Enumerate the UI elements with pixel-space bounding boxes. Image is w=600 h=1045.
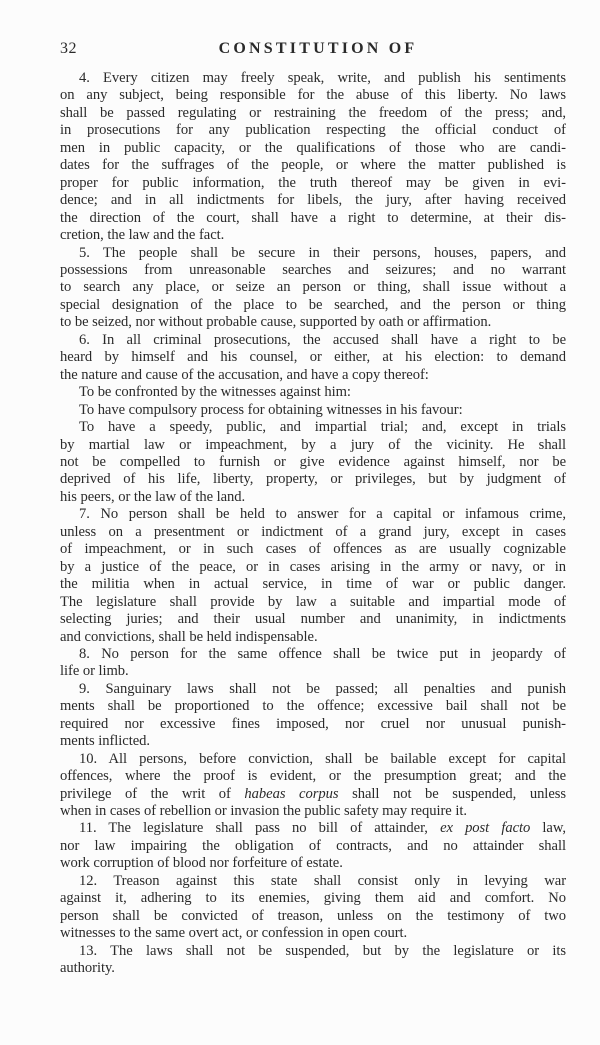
text-line: unless on a presentment or indictment of a grand jury, except in cases xyxy=(60,523,566,540)
text-line: 7. No person shall be held to answer for a capital or infamous crime, xyxy=(79,506,566,523)
text-line: in prosecutions for any publication respecting the official conduct of xyxy=(60,122,566,139)
section-10 xyxy=(60,751,566,821)
text-line: life or limb. xyxy=(60,663,129,680)
text-line: heard by himself and his counsel, or either, at his election: to demand xyxy=(60,349,566,366)
text-line: work corruption of blood nor forfeiture of estate. xyxy=(60,855,343,872)
section-5 xyxy=(60,245,566,332)
text-line: 12. Treason against this state shall consist only in levying war xyxy=(79,872,566,889)
text-line: his peers, or the law of the land. xyxy=(60,488,246,505)
text-line: against it, adhering to its enemies, giving them aid and comfort. No xyxy=(60,890,566,907)
section-12 xyxy=(60,873,566,943)
text-line: ments inflicted. xyxy=(60,733,150,750)
sub-clause xyxy=(60,402,566,419)
text-line: to search any place, or seize an person or thing, shall issue without a xyxy=(60,279,566,296)
text-line: dates for the suffrages of the people, or where the matter published is xyxy=(60,157,566,174)
text-line: 10. All persons, before conviction, shall be bailable except for capital xyxy=(79,750,566,767)
text-line: on any subject, being responsible for the abuse of this liberty. No laws xyxy=(60,87,566,104)
section-8 xyxy=(60,646,566,681)
text-line: 13. The laws shall not be suspended, but by the legislature or its xyxy=(79,942,566,959)
text-line: possessions from unreasonable searches and seizures; and no warrant xyxy=(60,261,566,278)
text-line: deprived of his life, liberty, property, or privileges, but by judgment of xyxy=(60,471,566,488)
text-line: selecting juries; and their usual number and unanimity, in indictments xyxy=(60,611,566,628)
text-line: of impeachment, or in such cases of offences as are usually cognizable xyxy=(60,541,566,558)
sub-clause xyxy=(60,384,566,401)
italic-term: ex post facto xyxy=(440,820,531,837)
text-line: 6. In all criminal prosecutions, the accused shall have a right to be xyxy=(79,331,566,348)
text-line: by martial law or impeachment, by a jury of the vicinity. He shall xyxy=(60,436,566,453)
text-line: The legislature shall provide by law a suitable and impartial mode of xyxy=(60,593,566,610)
text-line: 8. No person for the same offence shall be twice put in jeopardy of xyxy=(79,645,566,662)
text-line: cretion, the law and the fact. xyxy=(60,227,225,244)
text-line: nor law impairing the obligation of contracts, and no attainder shall xyxy=(60,837,566,854)
text-line: authority. xyxy=(60,960,115,977)
italic-term: habeas corpus xyxy=(244,785,339,802)
text-line: dence; and in all indictments for libels, the jury, after having received xyxy=(60,192,566,209)
running-title: CONSTITUTION OF xyxy=(218,40,418,57)
text-line: 11. The legislature shall pass no bill of attainder, ex post facto law, xyxy=(79,820,566,837)
section-7 xyxy=(60,506,566,646)
section-6 xyxy=(60,332,566,384)
text-line: proper for public information, the truth thereof may be given in evi- xyxy=(60,174,566,191)
page-number: 32 xyxy=(60,40,77,57)
running-head xyxy=(60,38,566,64)
text-line: To have a speedy, public, and impartial trial; and, except in trials xyxy=(79,419,566,436)
text-line: shall be passed regulating or restraining the freedom of the press; and, xyxy=(60,104,566,121)
section-11 xyxy=(60,820,566,872)
document-page xyxy=(60,38,566,978)
text-line: and convictions, shall be held indispensable. xyxy=(60,628,318,645)
text-line: To have compulsory process for obtaining witnesses in his favour: xyxy=(79,401,463,418)
text-line: offences, where the proof is evident, or the presumption great; and the xyxy=(60,768,566,785)
text-line: the direction of the court, shall have a right to determine, at their dis- xyxy=(60,209,566,226)
text-line: privilege of the writ of habeas corpus shall not be suspended, unless xyxy=(60,785,567,802)
body-text xyxy=(60,70,566,978)
section-4 xyxy=(60,70,566,245)
text-line: by a justice of the peace, or in cases arising in the army or navy, or in xyxy=(60,558,566,575)
section-13 xyxy=(60,943,566,978)
text-line: To be confronted by the witnesses against him: xyxy=(79,384,351,401)
text-line: person shall be convicted of treason, unless on the testimony of two xyxy=(60,907,566,924)
text-line: the nature and cause of the accusation, and have a copy thereof: xyxy=(60,366,429,383)
text-line: witnesses to the same overt act, or confession in open court. xyxy=(60,925,408,942)
text-line: special designation of the place to be searched, and the person or thing xyxy=(60,296,566,313)
text-line: 4. Every citizen may freely speak, write, and publish his sentiments xyxy=(79,70,566,86)
text-line: to be seized, nor without probable cause, supported by oath or affirmation. xyxy=(60,314,492,331)
text-line: when in cases of rebellion or invasion the public safety may require it. xyxy=(60,803,467,820)
section-9 xyxy=(60,681,566,751)
text-line: ments shall be proportioned to the offence; excessive bail shall not be xyxy=(60,698,566,715)
text-line: not be compelled to furnish or give evidence against himself, nor be xyxy=(60,453,566,470)
text-line: required nor excessive fines imposed, nor cruel nor unusual punish- xyxy=(60,715,566,732)
text-line: 5. The people shall be secure in their persons, houses, papers, and xyxy=(79,244,566,261)
text-line: the militia when in actual service, in time of war or public danger. xyxy=(60,576,566,593)
sub-clause xyxy=(60,419,566,506)
text-line: men in public capacity, or the qualifications of those who are candi- xyxy=(60,139,566,156)
text-line: 9. Sanguinary laws shall not be passed; all penalties and punish xyxy=(79,680,566,697)
